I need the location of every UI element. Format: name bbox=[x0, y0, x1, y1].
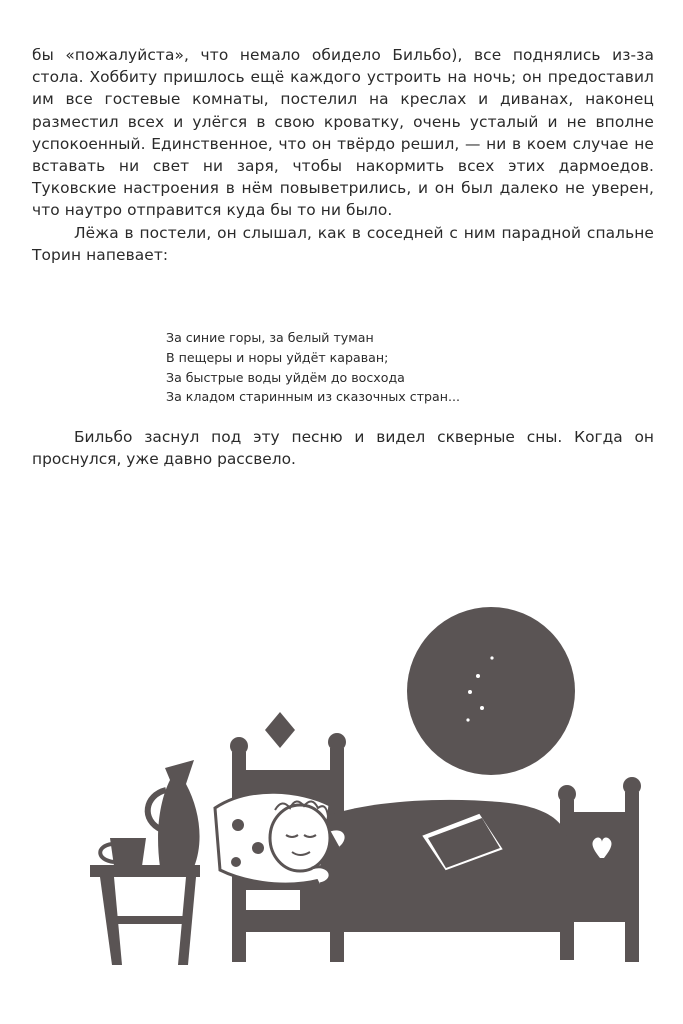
jug-icon bbox=[148, 760, 200, 867]
sleeping-hobbit-icon bbox=[215, 792, 346, 884]
cup-icon bbox=[100, 838, 146, 866]
verse-line: В пещеры и норы уйдёт караван; bbox=[166, 349, 389, 365]
moon-icon bbox=[407, 607, 583, 775]
verse-line: За кладом старинным из сказочных стран... bbox=[166, 389, 460, 405]
verse-line: За синие горы, за белый туман bbox=[166, 330, 374, 345]
verse-line: За быстрые воды уйдём до восхода bbox=[166, 369, 405, 385]
bedtime-illustration bbox=[0, 580, 683, 980]
song-verse bbox=[166, 328, 460, 407]
paragraph: бы «пожалуйста», что немало обидело Бильбо), все поднялись из-за стола. Хоббиту пришлось ещё каждого устроить на ночь; он предоставил им все гостевые комнаты, постелил на креслах и диванах, наконец разместил всех и улёгся в свою кроватку, очень усталый и не вполне успокоенный. Единственное, что он твёрдо решил, — ни в коем случае не вставать ни свет ни заря, чтобы накормить всех этих дармоедов. Туковские настроения в нём повыветрились, и он был далеко не уверен, что наутро отправится куда бы то ни было. bbox=[32, 46, 654, 220]
paragraph: Бильбо заснул под эту песню и видел скверные сны. Когда он проснулся, уже давно рассвело. bbox=[32, 428, 654, 469]
stool-icon bbox=[90, 865, 200, 965]
body-text bbox=[32, 44, 654, 266]
paragraph: Лёжа в постели, он слышал, как в соседней с ним парадной спальне Торин напевает: bbox=[32, 223, 654, 264]
closing-text bbox=[32, 426, 654, 470]
